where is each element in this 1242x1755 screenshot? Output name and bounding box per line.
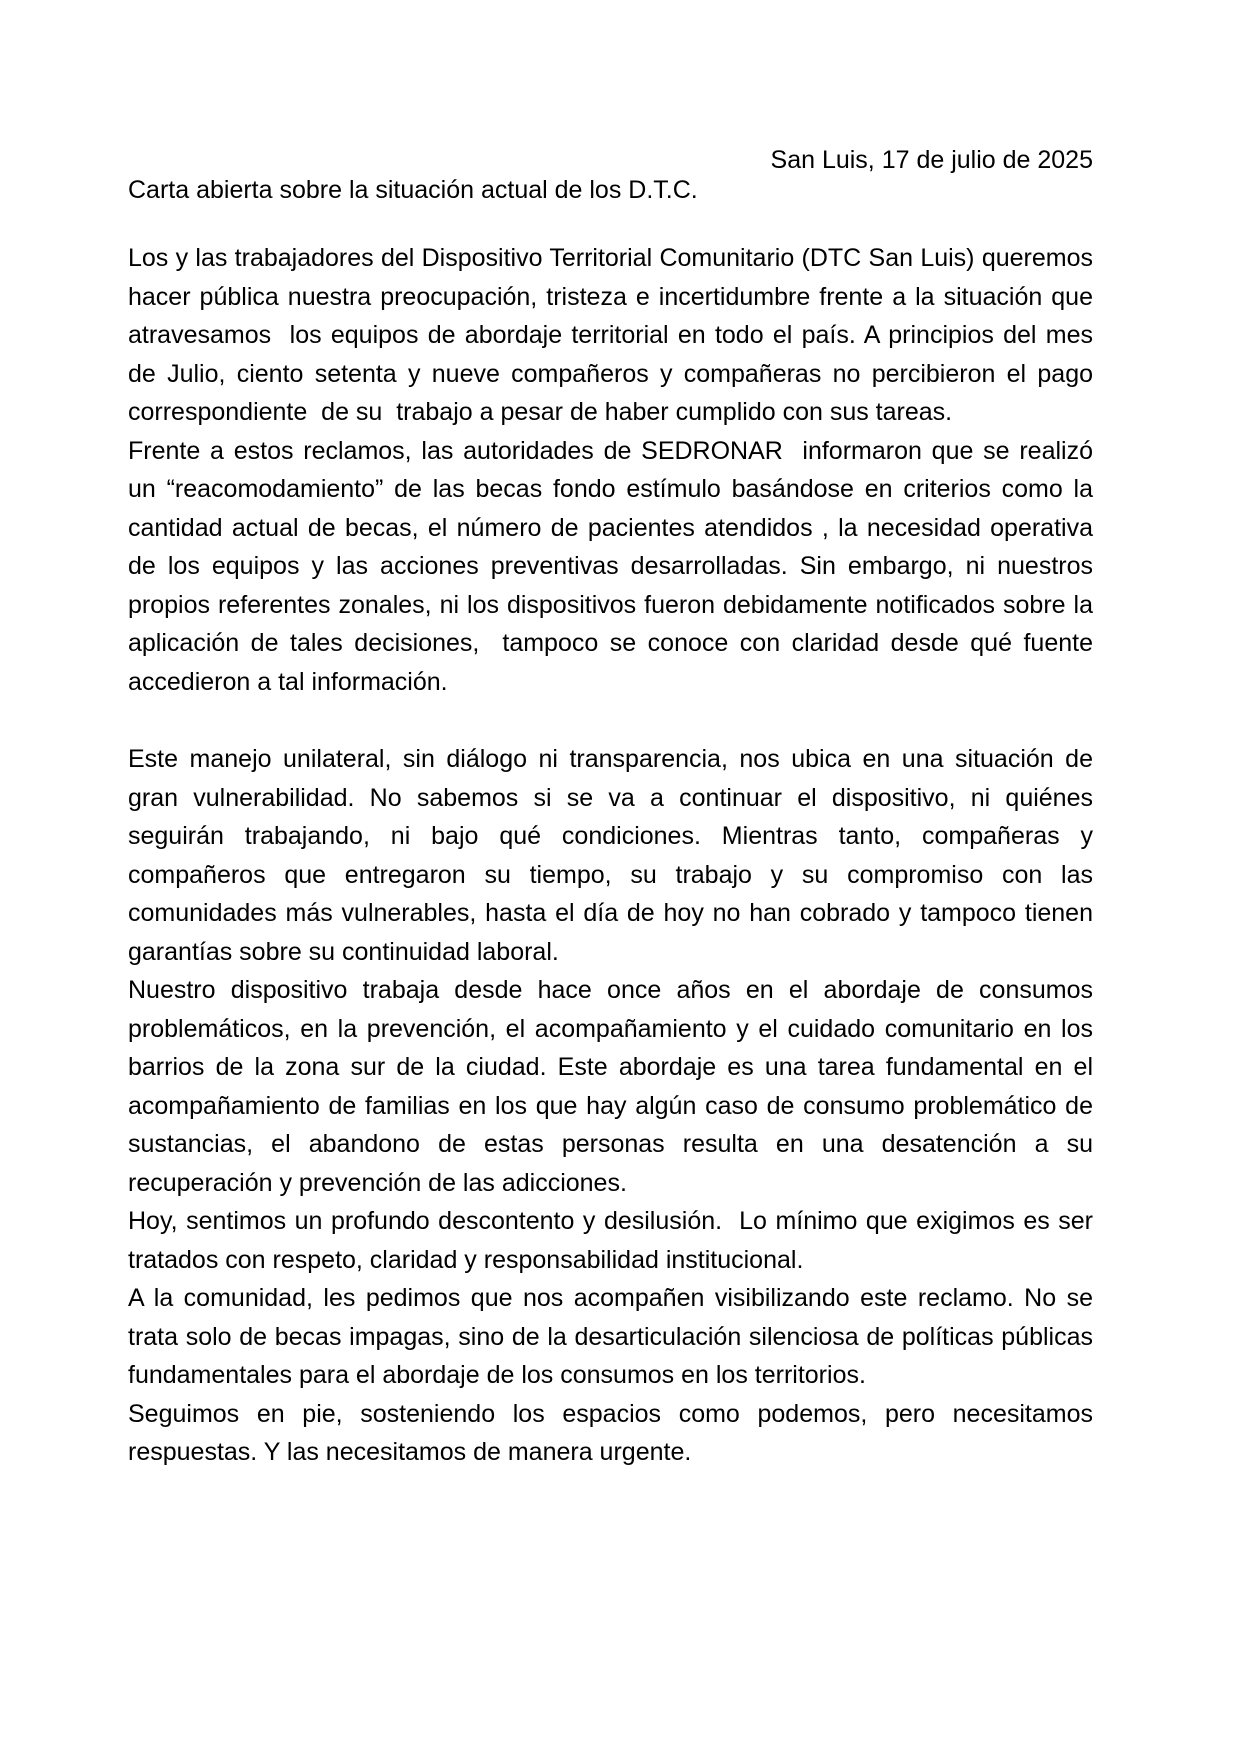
- letter-title: Carta abierta sobre la situación actual de los D.T.C.: [128, 176, 698, 204]
- date-line: San Luis, 17 de julio de 2025: [770, 146, 1093, 174]
- letter-paragraph: Hoy, sentimos un profundo descontento y desilusión. Lo mínimo que exigimos es ser tratados con respeto, claridad y responsabilidad institucional.: [128, 1207, 1100, 1274]
- letter-paragraph: Seguimos en pie, sosteniendo los espacios como podemos, pero necesitamos respuestas. Y las necesitamos de manera urgente.: [128, 1399, 1100, 1466]
- letter-paragraph: Este manejo unilateral, sin diálogo ni transparencia, nos ubica en una situación de gran vulnerabilidad. No sabemos si se va a continuar el dispositivo, ni quiénes seguirán trabajando, ni bajo qué condiciones. Mientras tanto, compañeras y compañeros que entregaron su tiempo, su trabajo y su compromiso con las comunidades más vulnerables, hasta el día de hoy no han cobrado y tampoco tienen garantías sobre su continuidad laboral.: [128, 745, 1100, 966]
- letter-paragraph: A la comunidad, les pedimos que nos acompañen visibilizando este reclamo. No se trata solo de becas impagas, sino de la desarticulación silenciosa de políticas públicas fundamentales para el abordaje de los consumos en los territorios.: [128, 1284, 1100, 1389]
- letter-paragraph: Frente a estos reclamos, las autoridades de SEDRONAR informaron que se realizó un “reacomodamiento” de las becas fondo estímulo basándose en criterios como la cantidad actual de becas, el número de pacientes atendidos , la necesidad operativa de los equipos y las acciones preventivas desarrolladas. Sin embargo, ni nuestros propios referentes zonales, ni los dispositivos fueron debidamente notificados sobre la aplicación de tales decisiones, tampoco se conoce con claridad desde qué fuente accedieron a tal información.: [128, 436, 1100, 696]
- letter-paragraph: Nuestro dispositivo trabaja desde hace once años en el abordaje de consumos problemáticos, en la prevención, el acompañamiento y el cuidado comunitario en los barrios de la zona sur de la ciudad. Este abordaje es una tarea fundamental en el acompañamiento de familias en los que hay algún caso de consumo problemático de sustancias, el abandono de estas personas resulta en una desatención a su recuperación y prevención de las adicciones.: [128, 976, 1100, 1197]
- letter-body: [128, 239, 1100, 1472]
- letter-paragraph: Los y las trabajadores del Dispositivo Territorial Comunitario (DTC San Luis) queremos hacer pública nuestra preocupación, tristeza e incertidumbre frente a la situación que atravesamos los equipos de abordaje territorial en todo el país. A principios del mes de Julio, ciento setenta y nueve compañeros y compañeras no percibieron el pago correspondiente de su trabajo a pesar de haber cumplido con sus tareas.: [128, 244, 1100, 426]
